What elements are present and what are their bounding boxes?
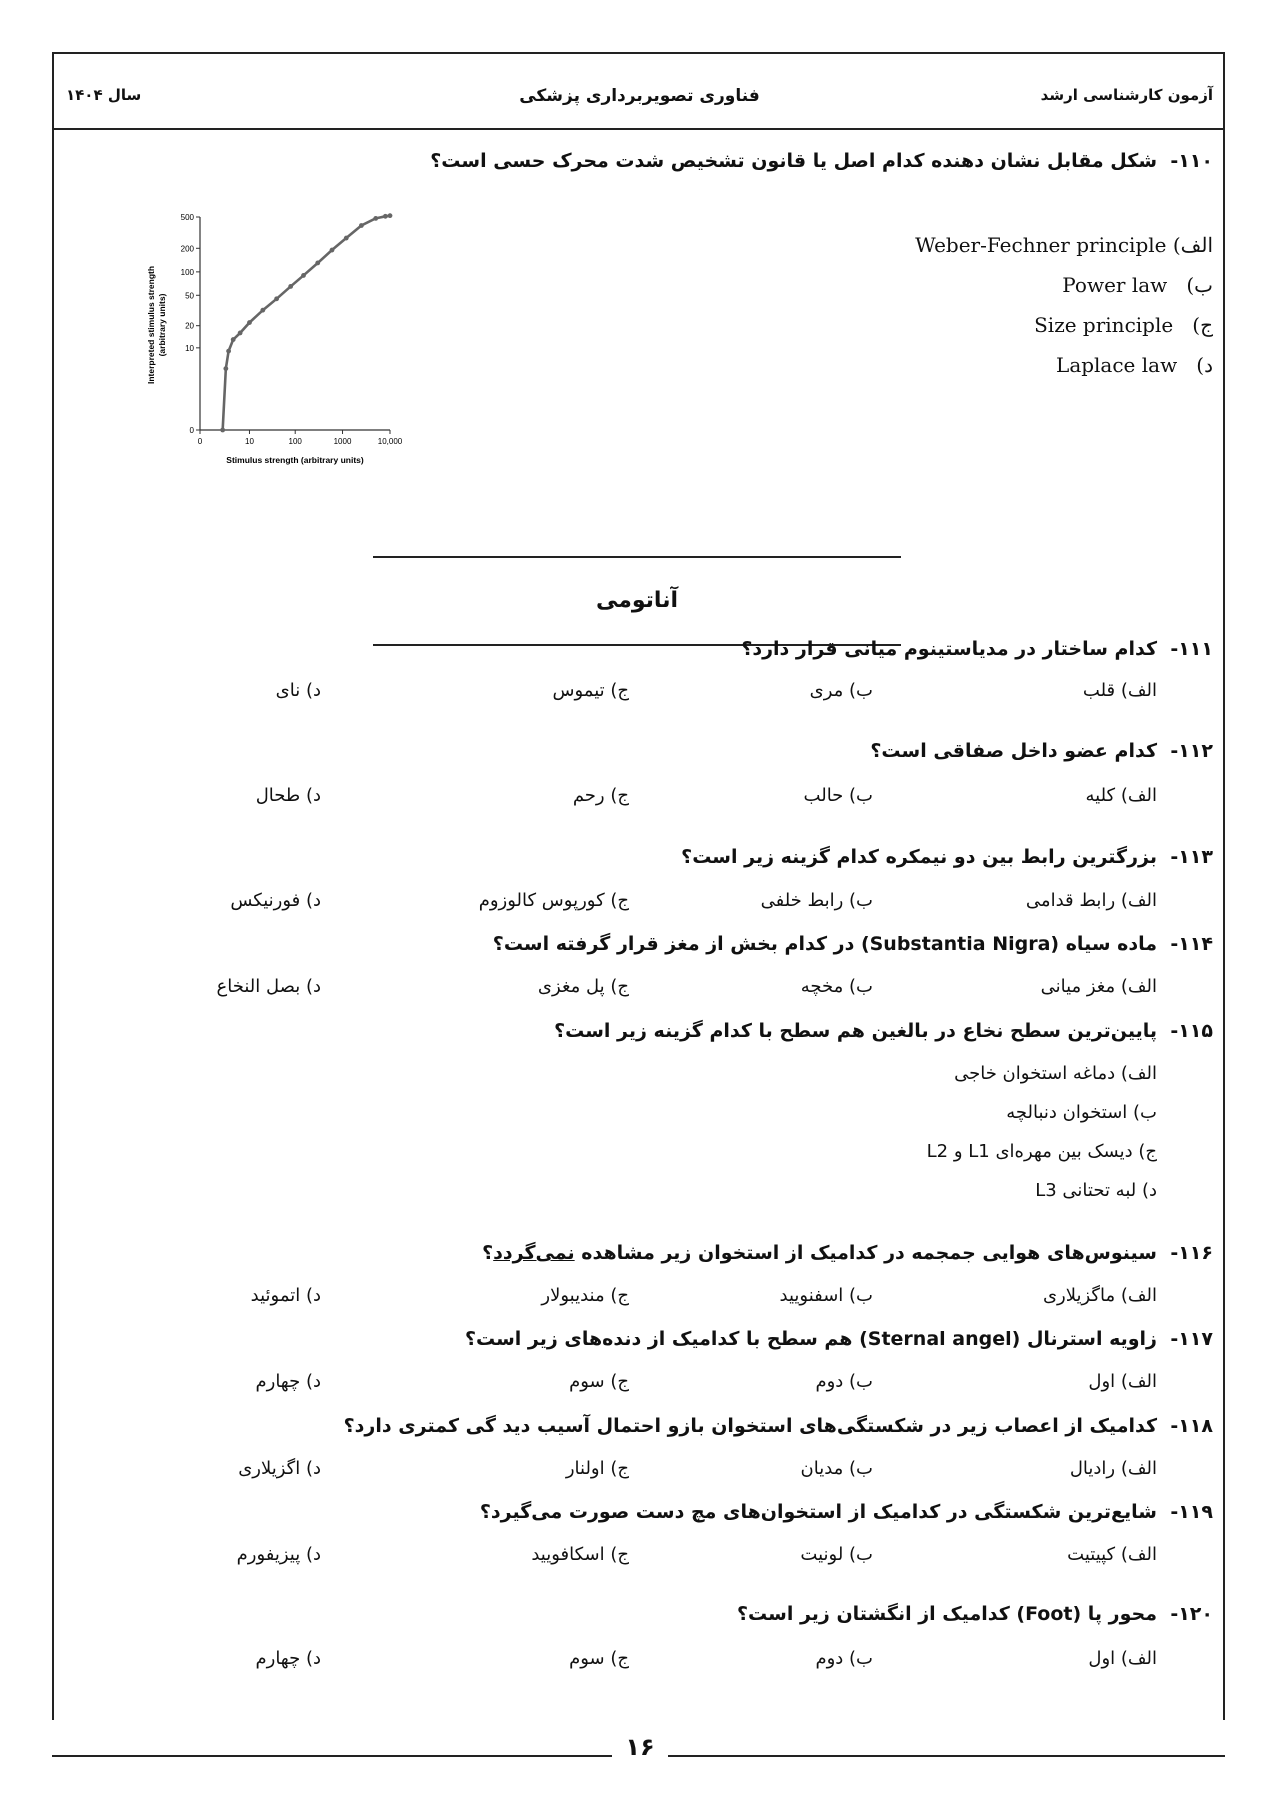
question-number: ۱۱۶-: [1170, 1242, 1213, 1264]
y-tick-label: 20: [185, 321, 194, 331]
question-text: شایع‌ترین شکستگی در کدامیک از استخوان‌های مچ دست صورت می‌گیرد؟: [479, 1501, 1157, 1523]
option-d[interactable]: د) طحال: [255, 785, 321, 806]
data-point: [383, 214, 388, 219]
y-axis-label-line2: (arbitrary units): [157, 293, 167, 357]
question-110: [430, 150, 1213, 172]
y-axis-title: [146, 266, 167, 384]
option-b[interactable]: [1062, 273, 1213, 297]
y-tick-label: 10: [185, 343, 194, 353]
option-text: Size principle: [1034, 313, 1174, 337]
option-a[interactable]: [915, 233, 1213, 257]
option-c[interactable]: ج) سوم: [569, 1648, 629, 1669]
option-a[interactable]: الف) رادیال: [1069, 1458, 1157, 1479]
option-a[interactable]: الف) رابط قدامی: [1025, 890, 1157, 911]
option-c[interactable]: ج) اسکافویید: [531, 1544, 629, 1565]
option-a[interactable]: الف) قلب: [1082, 680, 1157, 701]
data-point: [315, 261, 320, 266]
x-tick-label: 10: [245, 437, 254, 446]
option-c[interactable]: [1034, 313, 1213, 337]
question-text: پایین‌ترین سطح نخاع در بالغین هم سطح با کدام گزینه زیر است؟: [554, 1020, 1157, 1042]
question-text: ماده سیاه (Substantia Nigra) در کدام بخش از مغز قرار گرفته است؟: [492, 933, 1157, 955]
question-text: سینوس‌های هوایی جمجمه در کدامیک از استخوان زیر مشاهده: [574, 1242, 1157, 1264]
subject-title: فناوری تصویربرداری پزشکی: [519, 86, 760, 106]
data-point: [247, 320, 252, 325]
question-115: [554, 1020, 1213, 1042]
question-mark: ؟: [482, 1242, 494, 1264]
option-d[interactable]: د) اگزیلاری: [238, 1458, 321, 1479]
question-number: ۱۱۹-: [1170, 1501, 1213, 1523]
question-text: زاویه استرنال (Sternal angel) هم سطح با کدامیک از دنده‌های زیر است؟: [464, 1328, 1157, 1350]
question-number: ۱۱۰-: [1170, 150, 1213, 172]
option-b[interactable]: ب) مدیان: [800, 1458, 873, 1479]
question-text: شکل مقابل نشان دهنده کدام اصل یا قانون تشخیص شدت محرک حسی است؟: [430, 150, 1157, 172]
question-112: [870, 740, 1213, 762]
header-divider: [52, 128, 1225, 130]
question-114: [493, 933, 1213, 955]
y-tick-label: 50: [185, 291, 194, 301]
footer-line-right: [668, 1755, 1225, 1757]
option-d[interactable]: د) بصل النخاع: [216, 976, 321, 997]
question-117: [465, 1328, 1213, 1350]
exam-name: آزمون کارشناسی ارشد: [1040, 86, 1213, 104]
option-d[interactable]: د) چهارم: [255, 1648, 321, 1669]
option-d[interactable]: د) اتموئید: [250, 1285, 321, 1306]
option-c[interactable]: ج) سوم: [569, 1371, 629, 1392]
data-point: [274, 296, 279, 301]
data-point: [388, 213, 393, 218]
question-118: [344, 1415, 1213, 1437]
data-point: [373, 216, 378, 221]
y-tick-label: 500: [180, 213, 194, 222]
option-label: الف): [1172, 233, 1213, 257]
exam-year: سال ۱۴۰۴: [66, 86, 142, 104]
option-d[interactable]: د) لبه تحتانی L3: [1035, 1180, 1157, 1201]
question-number: ۱۱۷-: [1170, 1328, 1213, 1350]
footer-line-left: [52, 1755, 612, 1757]
page-number: ۱۶: [625, 1733, 655, 1761]
option-b[interactable]: ب) دوم: [815, 1648, 873, 1669]
data-point: [359, 223, 364, 228]
option-label: ج): [1192, 313, 1213, 337]
x-tick-label: 0: [197, 437, 203, 446]
question-number: ۱۱۵-: [1170, 1020, 1213, 1042]
option-c[interactable]: ج) رحم: [572, 785, 629, 806]
question-120: [737, 1603, 1213, 1625]
y-tick-label: 200: [180, 244, 194, 254]
x-tick-label: 1000: [333, 437, 352, 446]
data-point: [238, 331, 243, 336]
question-number: ۱۱۴-: [1170, 933, 1213, 955]
option-label: ب): [1186, 273, 1213, 297]
data-point: [223, 366, 228, 371]
data-point: [301, 273, 306, 278]
data-point: [231, 337, 236, 342]
question-113: [681, 846, 1213, 868]
option-d[interactable]: د) نای: [275, 680, 321, 701]
question-text: کدامیک از اعصاب زیر در شکستگی‌های استخوان بازو احتمال آسیب دید گی کمتری دارد؟: [343, 1415, 1157, 1437]
option-d[interactable]: د) فورنیکس: [230, 890, 321, 911]
option-d[interactable]: [1056, 353, 1213, 377]
section-title: آناتومی: [373, 556, 901, 646]
x-tick-label: 100: [288, 437, 302, 446]
option-d[interactable]: د) چهارم: [255, 1371, 321, 1392]
question-number: ۱۱۱-: [1170, 638, 1213, 660]
x-axis-label: Stimulus strength (arbitrary units): [226, 455, 364, 465]
question-text: کدام عضو داخل صفاقی است؟: [870, 740, 1157, 762]
data-point: [220, 428, 225, 433]
question-111: [741, 638, 1213, 660]
x-tick-label: 10,000: [377, 437, 403, 446]
option-b[interactable]: ب) استخوان دنبالچه: [1006, 1102, 1157, 1123]
question-119: [480, 1501, 1213, 1523]
option-b[interactable]: ب) دوم: [815, 1371, 873, 1392]
data-point: [330, 248, 335, 253]
option-a[interactable]: الف) مغز میانی: [1040, 976, 1157, 997]
question-number: ۱۱۸-: [1170, 1415, 1213, 1437]
data-point: [288, 284, 293, 289]
option-b[interactable]: ب) مخچه: [800, 976, 873, 997]
option-c[interactable]: ج) دیسک بین مهره‌ای L1 و L2: [926, 1141, 1157, 1162]
stimulus-chart: [140, 205, 410, 475]
question-116: [482, 1242, 1213, 1264]
option-c[interactable]: ج) تیموس: [552, 680, 629, 701]
option-a[interactable]: الف) اول: [1088, 1648, 1157, 1669]
data-point: [260, 308, 265, 313]
y-tick-label: 0: [189, 426, 194, 435]
question-text: بزرگترین رابط بین دو نیمکره کدام گزینه زیر است؟: [681, 846, 1157, 868]
option-d[interactable]: د) پیزیفورم: [236, 1544, 321, 1565]
option-a[interactable]: الف) دماغه استخوان خاجی: [954, 1063, 1157, 1084]
option-b[interactable]: ب) مری: [809, 680, 873, 701]
option-c[interactable]: ج) مندیبولار: [541, 1285, 629, 1306]
question-number: ۱۲۰-: [1170, 1603, 1213, 1625]
option-b[interactable]: ب) اسفنویید: [779, 1285, 873, 1306]
option-a[interactable]: الف) ماگزیلاری: [1042, 1285, 1157, 1306]
option-text: Power law: [1062, 273, 1168, 297]
question-text: محور پا (Foot) کدامیک از انگشتان زیر است؟: [737, 1603, 1157, 1625]
y-axis-label-line1: Interpreted stimulus strength: [146, 265, 156, 385]
option-c[interactable]: ج) اولنار: [565, 1458, 629, 1479]
question-text-emphasis: نمی‌گردد: [493, 1242, 575, 1264]
option-text: Laplace law: [1056, 353, 1178, 377]
option-a[interactable]: الف) کلیه: [1085, 785, 1157, 806]
y-tick-label: 100: [180, 267, 194, 277]
data-point: [226, 349, 231, 354]
option-b[interactable]: ب) رابط خلفی: [760, 890, 873, 911]
question-number: ۱۱۲-: [1170, 740, 1213, 762]
option-b[interactable]: ب) حالب: [803, 785, 873, 806]
option-text: Weber-Fechner principle: [915, 233, 1167, 257]
option-c[interactable]: ج) پل مغزی: [537, 976, 629, 997]
question-number: ۱۱۳-: [1170, 846, 1213, 868]
question-text: کدام ساختار در مدیاستینوم میانی قرار دارد؟: [741, 638, 1157, 660]
option-a[interactable]: الف) کپیتیت: [1067, 1544, 1157, 1565]
option-label: د): [1196, 353, 1213, 377]
option-c[interactable]: ج) کورپوس کالوزوم: [478, 890, 629, 911]
data-point: [344, 236, 349, 241]
option-b[interactable]: ب) لونیت: [800, 1544, 873, 1565]
option-a[interactable]: الف) اول: [1088, 1371, 1157, 1392]
